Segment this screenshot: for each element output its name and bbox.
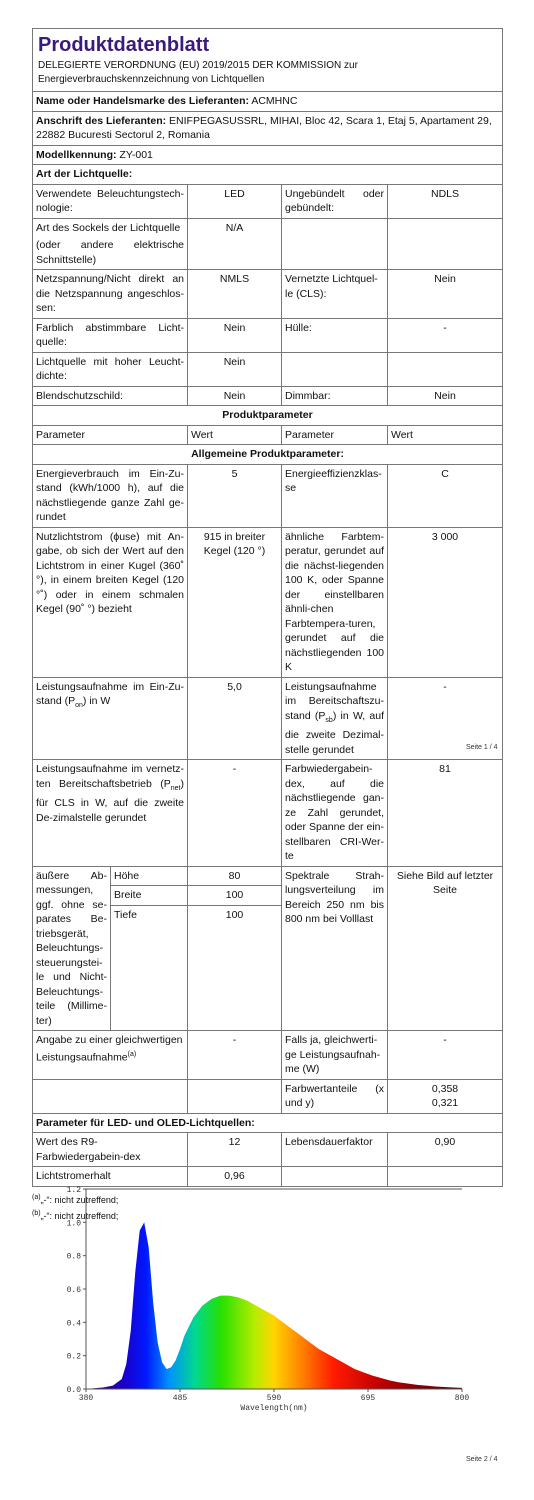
table-row (33, 1031, 503, 1080)
supplier-address-label: Anschrift des Lieferanten: (36, 114, 167, 127)
equiv-label (33, 1031, 188, 1080)
table-row (33, 318, 503, 352)
led-params-heading: Parameter für LED- und OLED-Lichtquellen: (33, 1113, 503, 1133)
y-tick-label: 0.6 (66, 1286, 81, 1295)
maint-label: Lichtstromerhalt (33, 1167, 188, 1187)
model-row (33, 145, 503, 165)
cct-value: 3 000 (388, 527, 503, 677)
spectrum-area (86, 1222, 462, 1389)
product-data-sheet (32, 28, 502, 1223)
chroma-x: 0,358 (431, 1082, 459, 1095)
col-header-param: Parameter (282, 425, 388, 445)
x-tick-label: 380 (78, 1394, 94, 1403)
pon-label-text: Leistungsaufnahme im Ein-Zu-stand (P (36, 680, 184, 707)
cell-label (33, 218, 188, 270)
footnote-a-text: „-“: nicht zutreffend; (40, 1194, 119, 1205)
cell-label: Blendschutzschild: (33, 386, 188, 406)
energy-label: Energieverbrauch im Ein-Zu-stand (kWh/1000 h), auf die nächstliegende ganze Zahl ge-rundet (33, 464, 188, 527)
pon-value: 5,0 (188, 677, 282, 760)
y-tick-label: 1.2 (66, 1186, 81, 1195)
cri-label: Farbwiedergabein-dex, auf die nächstliegende gan-ze Zahl gerundet, oder Spanne der ein-stellbaren CRI-Wer-te (282, 760, 388, 867)
model-value: ZY-001 (119, 148, 153, 161)
table-row (33, 1079, 503, 1113)
source-type-heading: Art der Lichtquelle: (33, 165, 503, 185)
equiv-label-text: Angabe zu einer gleichwertigen Leistungsaufnahme (36, 1034, 183, 1064)
dims-label: äußere Ab-messungen, ggf. ohne se-parates Be-triebsgerät, Beleuchtungs-steuerungstei-le und Nicht-Beleuchtungs-teile (Millime-ter) (33, 866, 111, 1031)
dim-value-height: 80 (188, 867, 281, 887)
y-tick-label: 0.2 (66, 1352, 81, 1362)
pnet-label-text: Leistungsaufnahme im vernetz-ten Bereitschaftsbetrieb (P (36, 763, 184, 790)
cell-label: Lichtquelle mit hoher Leucht-dichte: (33, 352, 188, 386)
model-label: Modellkennung: (36, 148, 117, 161)
cell-label: Netzspannung/Nicht direkt an die Netzspannung angeschlos-sen: (33, 270, 188, 319)
pon-sub: on (75, 702, 83, 710)
dim-value-width: 100 (188, 886, 281, 906)
x-tick-label: 800 (454, 1394, 470, 1403)
x-axis-label: Wavelength(nm) (240, 1404, 308, 1413)
supplier-name-label: Name oder Handelsmarke des Lieferanten: (36, 95, 249, 107)
dims-values-cell (188, 866, 282, 1031)
cell-value: Nein (188, 386, 282, 406)
col-header-value: Wert (188, 425, 282, 445)
cell-value (388, 352, 503, 386)
chroma-label: Farbwertanteile (x und y) (282, 1079, 388, 1113)
pnet-sub: net (170, 784, 181, 792)
table-row (33, 760, 503, 867)
socket-label-note: (oder andere elektrische Schnittstelle) (36, 239, 184, 266)
table-row (33, 677, 503, 760)
psb-sub: sb (325, 716, 333, 724)
r9-label: Wert des R9-Farbwiedergabein-dex (33, 1133, 188, 1167)
spectral-value: Siehe Bild auf letzter Seite (388, 866, 503, 1031)
table-row (33, 386, 503, 406)
life-value: 0,90 (388, 1133, 503, 1167)
eclass-value: C (388, 464, 503, 527)
chroma-value (388, 1079, 503, 1113)
spectrum-chart (60, 1183, 470, 1415)
chroma-y: 0,321 (431, 1097, 459, 1110)
cell-value: Nein (388, 386, 503, 406)
cell-label: Farblich abstimmbare Licht-quelle: (33, 318, 188, 352)
supplier-address-row (33, 111, 503, 145)
table-row (33, 464, 503, 527)
cell-value: Nein (188, 318, 282, 352)
table-row (33, 270, 503, 319)
pnet-label-unit: ) für CLS in W, auf die zweite De-zimalstelle gerundet (36, 777, 184, 824)
y-tick-label: 1.0 (66, 1219, 81, 1229)
product-params-heading: Produktparameter (33, 406, 503, 426)
cell-label (282, 352, 388, 386)
spectral-label: Spektrale Strah-lungsverteilung im Bereich 250 nm bis 800 nm bei Volllast (282, 866, 388, 1031)
equiv2-label: Falls ja, gleichwerti-ge Leistungsaufnah-me (W) (282, 1031, 388, 1080)
page-number-2: Seite 2 / 4 (466, 1456, 498, 1463)
table-row (33, 184, 503, 218)
page-title: Produktdatenblatt (38, 34, 210, 56)
y-tick-label: 0.8 (66, 1252, 81, 1262)
flux-value: 915 in breiter Kegel (120 °) (188, 527, 282, 677)
cell-value: - (388, 318, 503, 352)
psb-value: - (388, 677, 503, 760)
supplier-address-value: ENIFPEGASUSSRL, MIHAI, Bloc 42, Scara 1, Etaj 5, Apartament 29, 22882 Bucuresti Sectorul 2, Romania (36, 114, 492, 141)
page-number-1: Seite 1 / 4 (466, 744, 498, 751)
cell-value: NMLS (188, 270, 282, 319)
y-tick-label: 0.0 (66, 1386, 81, 1395)
footnote-a-mark: (a) (32, 1193, 41, 1201)
cell-value: LED (188, 184, 282, 218)
pnet-label (33, 760, 188, 867)
empty-cell (188, 1079, 282, 1113)
dim-name-depth: Tiefe (114, 908, 137, 921)
cri-value: 81 (388, 760, 503, 867)
cell-label: Vernetzte Lichtquel-le (CLS): (282, 270, 388, 319)
supplier-name-value: ACMHNC (251, 95, 298, 107)
maint-value: 0,96 (188, 1167, 282, 1187)
equiv-sup: (a) (127, 1050, 137, 1058)
general-params-heading: Allgemeine Produktparameter: (33, 445, 503, 465)
table-row (33, 352, 503, 386)
psb-label-unit: ) in W, auf die zweite Dezimal-stelle gerundet (285, 709, 385, 756)
footnote-b-mark: (b) (32, 1209, 41, 1217)
cell-label (282, 218, 388, 270)
cell-label: Verwendete Beleuchtungstech-nologie: (33, 184, 188, 218)
footnote-b-text: „-“: nicht zutreffend; (40, 1210, 119, 1221)
data-sheet-table (32, 28, 503, 1187)
table-row (33, 866, 503, 1031)
cell-value: N/A (188, 218, 282, 270)
life-label: Lebensdauerfaktor (282, 1133, 388, 1167)
eclass-label: Energieeffizienzklas-se (282, 464, 388, 527)
empty-cell (33, 1079, 188, 1113)
cell-label: Hülle: (282, 318, 388, 352)
plot-area (86, 1222, 462, 1389)
energy-value: 5 (188, 464, 282, 527)
pon-label (33, 677, 188, 760)
cell-label: Ungebündelt oder gebündelt: (282, 184, 388, 218)
pon-label-unit: ) in W (82, 695, 111, 707)
pnet-value: - (188, 760, 282, 867)
table-row (33, 218, 503, 270)
cell-value: Nein (388, 270, 503, 319)
psb-label-text: Leistungsaufnahme im Bereitschaftszu-stand (P (285, 680, 384, 722)
dim-name-height: Höhe (111, 867, 187, 887)
cell-value: Nein (188, 352, 282, 386)
cell-value (388, 218, 503, 270)
cell-label: Dimmbar: (282, 386, 388, 406)
flux-label: Nutzlichtstrom (ϕuse) mit An-gabe, ob sich der Wert auf den Lichtstrom in einer Kugel (360˚ °), in einem breiten Kegel (120 °˚) oder in einem schmalen Kegel (90˚ °) bezieht (33, 527, 188, 677)
x-tick-label: 590 (266, 1394, 282, 1403)
x-tick-label: 695 (360, 1394, 376, 1403)
equiv2-value: - (388, 1031, 503, 1080)
x-tick-label: 485 (172, 1394, 188, 1403)
y-tick-label: 0.4 (66, 1319, 81, 1329)
cell-value: NDLS (388, 184, 503, 218)
cct-label: ähnliche Farbtem-peratur, gerundet auf die nächst-liegenden 100 K, oder Spanne der einstellbaren ähnli-chen Farbtempera-turen, gerundet auf die nächstliegenden 100 K (282, 527, 388, 677)
table-row (33, 1133, 503, 1167)
col-header-value: Wert (388, 425, 503, 445)
table-header-row (33, 425, 503, 445)
dim-value-depth: 100 (225, 908, 244, 921)
equiv-value: - (188, 1031, 282, 1080)
dims-names-cell (111, 866, 188, 1031)
table-row (33, 527, 503, 677)
psb-label (282, 677, 388, 760)
r9-value: 12 (188, 1133, 282, 1167)
supplier-name-row (33, 92, 503, 112)
dim-name-width: Breite (111, 886, 187, 906)
col-header-param: Parameter (33, 425, 188, 445)
regulation-text: DELEGIERTE VERORDNUNG (EU) 2019/2015 DER KOMMISSION zur Energieverbrauchskennzeichnung von Lichtquellen (38, 60, 358, 85)
socket-label: Art des Sockels der Lichtquelle (36, 221, 181, 234)
